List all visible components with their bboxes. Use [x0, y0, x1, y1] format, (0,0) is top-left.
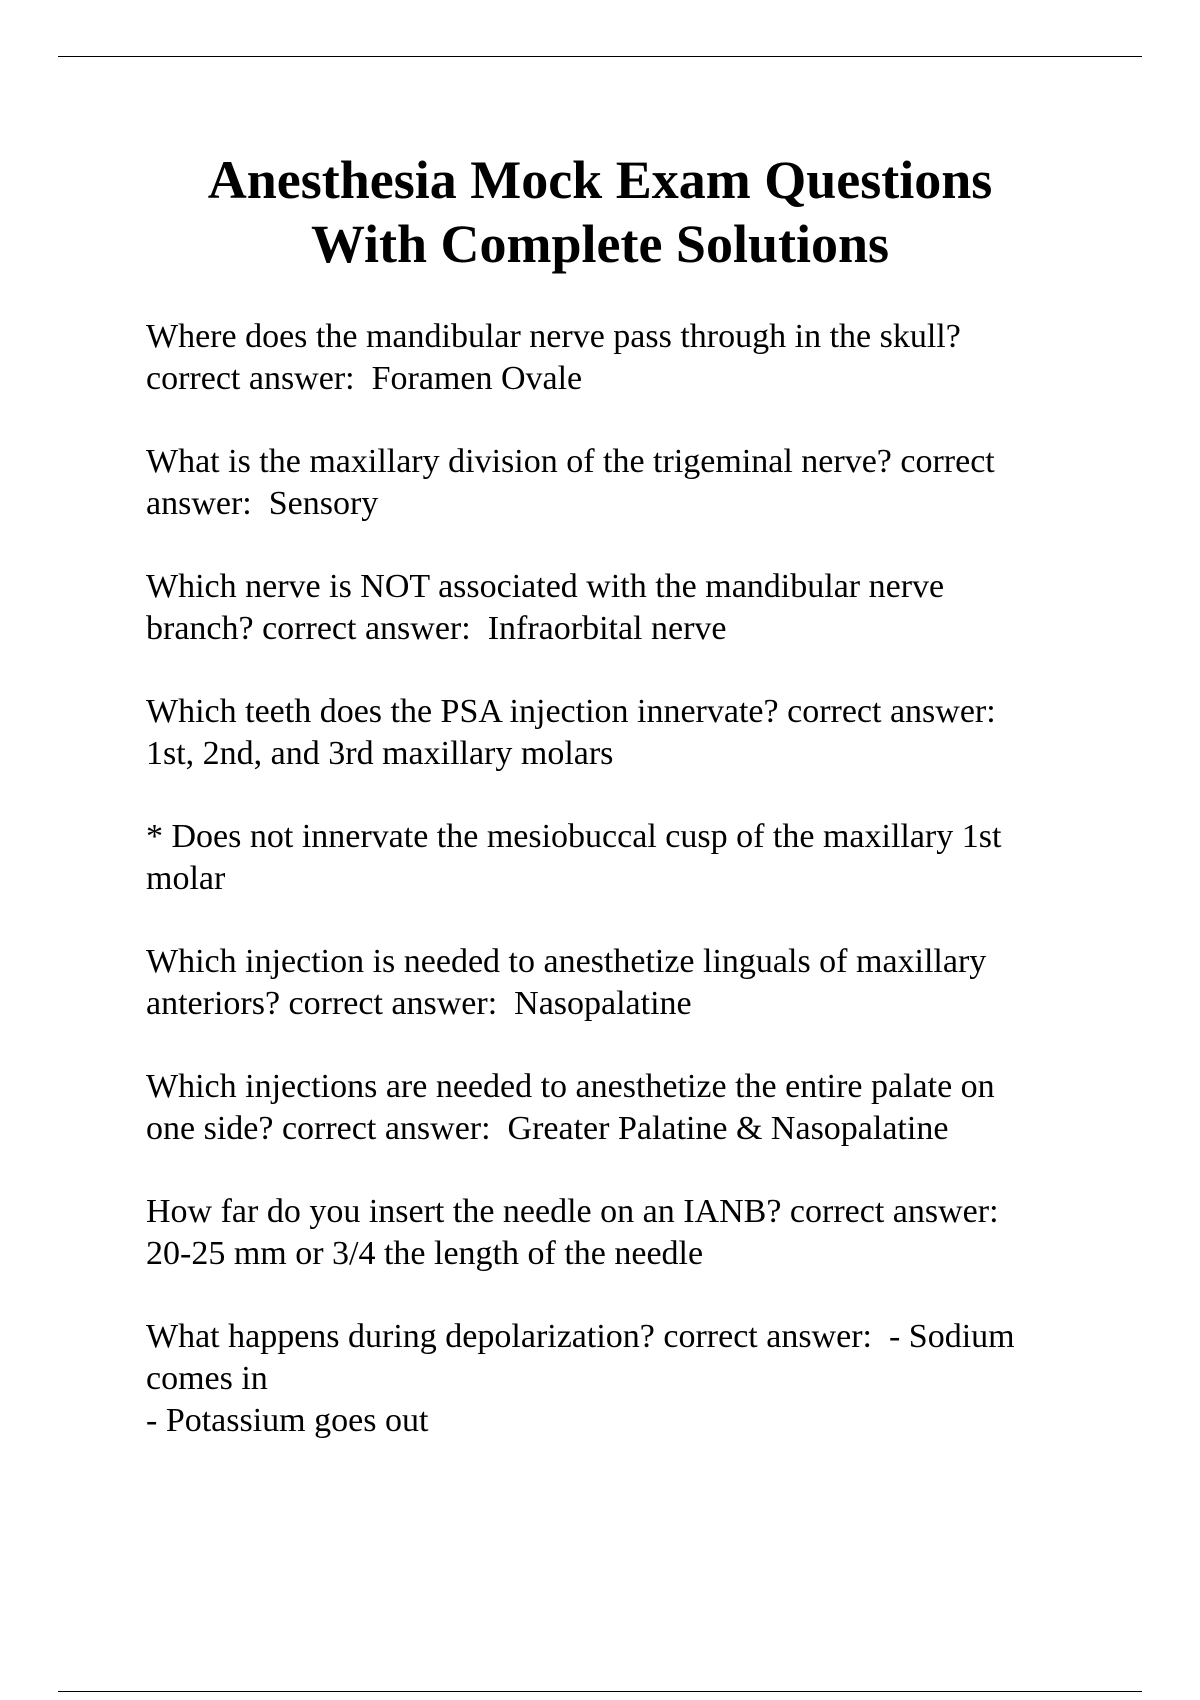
text-line: - Potassium goes out — [146, 1402, 429, 1439]
qa-item-8 — [146, 1316, 1096, 1442]
qa-item-5 — [146, 941, 1096, 1025]
bottom-rule — [58, 1691, 1142, 1692]
text-line: answer: Sensory — [146, 485, 379, 522]
text-line: Which teeth does the PSA injection innervate? correct answer: — [146, 693, 996, 730]
title-line-1: Anesthesia Mock Exam Questions — [207, 150, 993, 210]
text-line: comes in — [146, 1360, 268, 1397]
text-line: anteriors? correct answer: Nasopalatine — [146, 985, 692, 1022]
document-body — [146, 316, 1096, 1483]
qa-item-3 — [146, 566, 1096, 650]
text-line: 1st, 2nd, and 3rd maxillary molars — [146, 735, 614, 772]
qa-item-4 — [146, 691, 1096, 775]
text-line: * Does not innervate the mesiobuccal cusp of the maxillary 1st — [146, 818, 1002, 855]
qa-item-1 — [146, 316, 1096, 400]
text-line: Which injections are needed to anesthetize the entire palate on — [146, 1068, 995, 1105]
text-line: What is the maxillary division of the trigeminal nerve? correct — [146, 443, 995, 480]
text-line: How far do you insert the needle on an IANB? correct answer: — [146, 1193, 999, 1230]
text-line: branch? correct answer: Infraorbital nerve — [146, 610, 727, 647]
qa-note — [146, 816, 1096, 900]
text-line: Where does the mandibular nerve pass through in the skull? — [146, 318, 961, 355]
text-line: correct answer: Foramen Ovale — [146, 360, 583, 397]
text-line: one side? correct answer: Greater Palatine & Nasopalatine — [146, 1110, 949, 1147]
title-line-2: With Complete Solutions — [310, 214, 890, 274]
qa-item-2 — [146, 441, 1096, 525]
text-line: Which nerve is NOT associated with the mandibular nerve — [146, 568, 945, 605]
document-title — [120, 148, 1080, 276]
text-line: molar — [146, 860, 226, 897]
text-line: What happens during depolarization? correct answer: - Sodium — [146, 1318, 1015, 1355]
text-line: 20-25 mm or 3/4 the length of the needle — [146, 1235, 704, 1272]
text-line: Which injection is needed to anesthetize linguals of maxillary — [146, 943, 987, 980]
qa-item-6 — [146, 1066, 1096, 1150]
qa-item-7 — [146, 1191, 1096, 1275]
top-rule — [58, 56, 1142, 57]
